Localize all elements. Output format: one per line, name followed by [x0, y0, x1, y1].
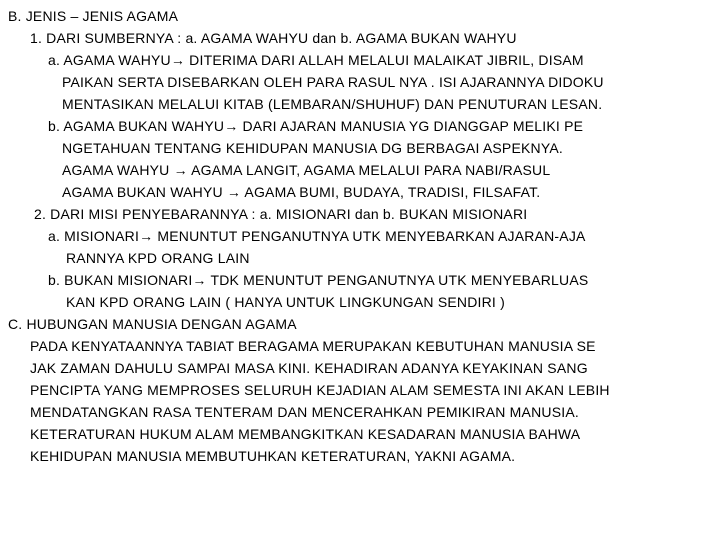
right-arrow-icon: → [224, 118, 239, 134]
agama-bukan-wahyu-line [48, 117, 583, 135]
agama-wahyu-line [48, 51, 584, 69]
agama-bukan-wahyu-desc-cont: NGETAHUAN TENTANG KEHIDUPAN MANUSIA DG BERBAGAI ASPEKNYA. [62, 140, 563, 156]
agama-langit-line [62, 161, 550, 179]
bukan-misionari-label: b. BUKAN MISIONARI [48, 272, 193, 288]
agama-bumi-desc: AGAMA BUMI, BUDAYA, TRADISI, FILSAFAT. [241, 184, 541, 200]
paragraph-line-5: KETERATURAN HUKUM ALAM MEMBANGKITKAN KESADARAN MANUSIA BAHWA [30, 426, 581, 442]
paragraph-line-4: MENDATANGKAN RASA TENTERAM DAN MENCERAHKAN PEMIKIRAN MANUSIA. [30, 404, 579, 420]
misionari-label: a. MISIONARI [48, 228, 140, 244]
bukan-misionari-desc: TDK MENUNTUT PENGANUTNYA UTK MENYEBARLUAS [206, 272, 589, 288]
agama-langit-desc: AGAMA LANGIT, AGAMA MELALUI PARA NABI/RASUL [187, 162, 551, 178]
misionari-desc: MENUNTUT PENGANUTNYA UTK MENYEBARKAN AJARAN-AJA [153, 228, 586, 244]
agama-bukan-wahyu-label: b. AGAMA BUKAN WAHYU [48, 118, 225, 134]
right-arrow-icon: → [170, 52, 186, 68]
agama-wahyu-desc: DITERIMA DARI ALLAH MELALUI MALAIKAT JIBRIL, DISAM [185, 52, 584, 68]
right-arrow-icon: → [139, 228, 154, 244]
point-misi: 2. DARI MISI PENYEBARANNYA : a. MISIONARI dan b. BUKAN MISIONARI [34, 206, 528, 222]
right-arrow-icon: → [173, 162, 188, 178]
agama-bumi-line [62, 183, 540, 201]
heading-jenis-agama: B. JENIS – JENIS AGAMA [8, 8, 179, 24]
right-arrow-icon: → [226, 184, 242, 200]
bukan-misionari-desc-cont: KAN KPD ORANG LAIN ( HANYA UNTUK LINGKUNGAN SENDIRI ) [66, 294, 505, 310]
misionari-line [48, 227, 586, 245]
paragraph-line-3: PENCIPTA YANG MEMPROSES SELURUH KEJADIAN ALAM SEMESTA INI AKAN LEBIH [30, 382, 610, 398]
agama-wahyu-desc-cont-2: MENTASIKAN MELALUI KITAB (LEMBARAN/SHUHUF) DAN PENUTURAN LESAN. [62, 96, 603, 112]
paragraph-line-1: PADA KENYATAANNYA TABIAT BERAGAMA MERUPAKAN KEBUTUHAN MANUSIA SE [30, 338, 596, 354]
misionari-desc-cont: RANNYA KPD ORANG LAIN [66, 250, 250, 266]
paragraph-line-6: KEHIDUPAN MANUSIA MEMBUTUHKAN KETERATURAN, YAKNI AGAMA. [30, 448, 516, 464]
bukan-misionari-line [48, 271, 588, 289]
agama-bukan-wahyu-desc: DARI AJARAN MANUSIA YG DIANGGAP MELIKI PE [238, 118, 584, 134]
agama-langit-label: AGAMA WAHYU [62, 162, 174, 178]
agama-bumi-label: AGAMA BUKAN WAHYU [62, 184, 227, 200]
right-arrow-icon: → [192, 272, 207, 288]
agama-wahyu-desc-cont-1: PAIKAN SERTA DISEBARKAN OLEH PARA RASUL NYA . ISI AJARANNYA DIDOKU [62, 74, 604, 90]
agama-wahyu-label: a. AGAMA WAHYU [48, 52, 171, 68]
paragraph-line-2: JAK ZAMAN DAHULU SAMPAI MASA KINI. KEHADIRAN ADANYA KEYAKINAN SANG [30, 360, 588, 376]
point-sumber: 1. DARI SUMBERNYA : a. AGAMA WAHYU dan b. AGAMA BUKAN WAHYU [30, 30, 517, 46]
heading-hubungan: C. HUBUNGAN MANUSIA DENGAN AGAMA [8, 316, 297, 332]
